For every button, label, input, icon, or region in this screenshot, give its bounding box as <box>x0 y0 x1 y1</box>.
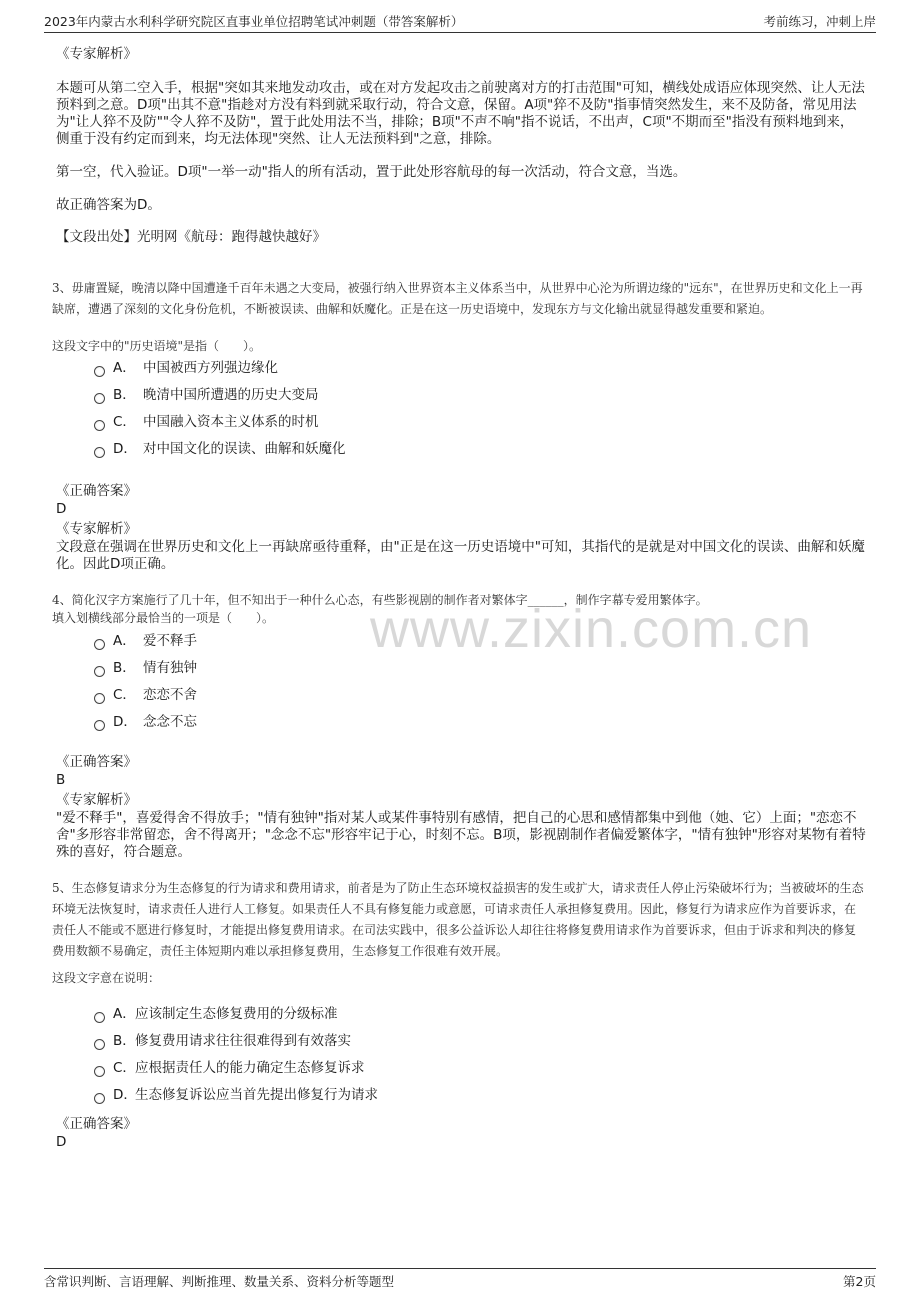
document-title: 2023年内蒙古水利科学研究院区直事业单位招聘笔试冲刺题（带答案解析） <box>44 14 464 29</box>
option-letter: A． <box>113 1006 136 1022</box>
analysis-paragraph: 本题可从第二空入手，根据"突如其来地发动攻击，或在对方发起攻击之前驶离对方的打击范围"可知，横线处成语应体现突然、让人无法预料到之意。D项"出其不意"指趁对方没有料到就采取行动，符合文意，保留。A项"猝不及防"指事情突然发生，来不及防备，常见用法为"让人猝不及防""令人猝不及防"，置于此处用法不当，排除；B项"不声不响"指不说话，不出声，C项"不期而至"指没有预料地到来，侧重于没有约定而到来，均无法体现"突然、让人无法预料到"之意，排除。 <box>56 80 865 147</box>
option-d[interactable] <box>94 439 346 459</box>
question-prompt: 这段文字意在说明： <box>52 971 161 985</box>
correct-answer: B <box>56 772 66 788</box>
radio-icon[interactable] <box>94 420 105 431</box>
option-a[interactable] <box>94 1004 338 1024</box>
radio-icon[interactable] <box>94 666 105 677</box>
correct-answer-label: 《正确答案》 <box>56 754 137 770</box>
option-letter: C． <box>113 687 136 703</box>
option-text: 晚清中国所遭遇的历史大变局 <box>143 387 319 403</box>
question-stem: 3、毋庸置疑，晚清以降中国遭逢千百年未遇之大变局，被强行纳入世界资本主义体系当中，从世界中心沦为所谓边缘的"远东"，在世界历史和文化上一再缺席，遭遇了深刻的文化身份危机，不断被误读、曲解和妖魔化。正是在这一历史语境中，发现东方与文化输出就显得越发重要和紧迫。 <box>52 281 863 316</box>
option-letter: B． <box>113 1033 136 1049</box>
option-text: 生态修复诉讼应当首先提出修复行为请求 <box>135 1087 378 1103</box>
option-d[interactable] <box>94 712 197 732</box>
option-letter: D． <box>113 1087 137 1103</box>
radio-icon[interactable] <box>94 639 105 650</box>
question-stem: 5、生态修复请求分为生态修复的行为请求和费用请求，前者是为了防止生态环境权益损害的发生或扩大，请求责任人停止污染破坏行为；当被破坏的生态环境无法恢复时，请求责任人进行人工修复。如果责任人不具有修复能力或意愿，可请求责任人承担修复费用。因此，修复行为请求应作为首要诉求，在责任人不能或不愿进行修复时，才能提出修复费用请求。在司法实践中，很多公益诉讼人却往往将修复费用请求作为首要诉求，但由于诉求和判决的修复费用数额不易确定，责任主体短期内难以承担修复费用，生态修复工作很难有效开展。 <box>52 881 864 958</box>
option-text: 恋恋不舍 <box>143 687 197 703</box>
option-text: 对中国文化的误读、曲解和妖魔化 <box>143 441 346 457</box>
analysis-paragraph: 文段意在强调在世界历史和文化上一再缺席亟待重释，由"正是在这一历史语境中"可知，其指代的是就是对中国文化的误读、曲解和妖魔化。因此D项正确。 <box>56 539 865 572</box>
option-letter: D． <box>113 714 137 730</box>
passage-source: 【文段出处】光明网《航母：跑得越快越好》 <box>56 229 326 245</box>
correct-answer-label: 《正确答案》 <box>56 1116 137 1132</box>
correct-answer: D <box>56 1134 67 1150</box>
option-text: 情有独钟 <box>143 660 197 676</box>
option-letter: D． <box>113 441 137 457</box>
option-a[interactable] <box>94 631 197 651</box>
option-a[interactable] <box>94 358 278 378</box>
option-text: 应根据责任人的能力确定生态修复诉求 <box>135 1060 365 1076</box>
page-number: 第2页 <box>843 1274 876 1289</box>
option-d[interactable] <box>94 1085 378 1105</box>
option-letter: B． <box>113 387 136 403</box>
option-text: 修复费用请求往往很难得到有效落实 <box>135 1033 351 1049</box>
option-b[interactable] <box>94 1031 351 1051</box>
page-footer <box>44 1268 876 1291</box>
analysis-paragraph: "爱不释手"，喜爱得舍不得放手；"情有独钟"指对某人或某件事特别有感情，把自己的心思和感情都集中到他（她、它）上面；"恋恋不舍"多形容非常留恋，舍不得离开；"念念不忘"形容牢记于心，时刻不忘。B项，影视剧制作者偏爱繁体字，"情有独钟"形容对某物有着特殊的喜好，符合题意。 <box>56 810 866 860</box>
expert-analysis-label: 《专家解析》 <box>56 46 137 62</box>
question-prompt: 填入划横线部分最恰当的一项是（ ）。 <box>52 611 275 625</box>
correct-answer: D <box>56 501 67 517</box>
radio-icon[interactable] <box>94 1093 105 1104</box>
radio-icon[interactable] <box>94 366 105 377</box>
option-c[interactable] <box>94 412 319 432</box>
option-letter: C． <box>113 1060 136 1076</box>
option-c[interactable] <box>94 1058 365 1078</box>
watermark: www.zixin.com.cn <box>370 599 813 659</box>
header-slogan: 考前练习，冲刺上岸 <box>763 14 876 29</box>
footer-description: 含常识判断、言语理解、判断推理、数量关系、资料分析等题型 <box>44 1274 395 1289</box>
radio-icon[interactable] <box>94 1066 105 1077</box>
option-letter: C． <box>113 414 136 430</box>
radio-icon[interactable] <box>94 720 105 731</box>
radio-icon[interactable] <box>94 693 105 704</box>
option-text: 爱不释手 <box>143 633 197 649</box>
answer-conclusion: 故正确答案为D。 <box>56 197 161 213</box>
option-text: 念念不忘 <box>143 714 197 730</box>
option-letter: A． <box>113 633 136 649</box>
option-letter: B． <box>113 660 136 676</box>
option-text: 中国融入资本主义体系的时机 <box>143 414 319 430</box>
page-header <box>44 10 876 33</box>
option-text: 应该制定生态修复费用的分级标准 <box>135 1006 338 1022</box>
radio-icon[interactable] <box>94 1012 105 1023</box>
correct-answer-label: 《正确答案》 <box>56 483 137 499</box>
option-letter: A． <box>113 360 136 376</box>
question-prompt: 这段文字中的"历史语境"是指（ ）。 <box>52 339 262 353</box>
option-text: 中国被西方列强边缘化 <box>143 360 278 376</box>
expert-analysis-label: 《专家解析》 <box>56 792 137 808</box>
radio-icon[interactable] <box>94 393 105 404</box>
expert-analysis-label: 《专家解析》 <box>56 521 137 537</box>
question-stem: 4、简化汉字方案施行了几十年，但不知出于一种什么心态，有些影视剧的制作者对繁体字______，制作字幕专爱用繁体字。 <box>52 593 708 607</box>
radio-icon[interactable] <box>94 447 105 458</box>
option-b[interactable] <box>94 385 319 405</box>
option-b[interactable] <box>94 658 197 678</box>
radio-icon[interactable] <box>94 1039 105 1050</box>
analysis-paragraph: 第一空，代入验证。D项"一举一动"指人的所有活动，置于此处形容航母的每一次活动，符合文意，当选。 <box>56 164 687 180</box>
option-c[interactable] <box>94 685 197 705</box>
